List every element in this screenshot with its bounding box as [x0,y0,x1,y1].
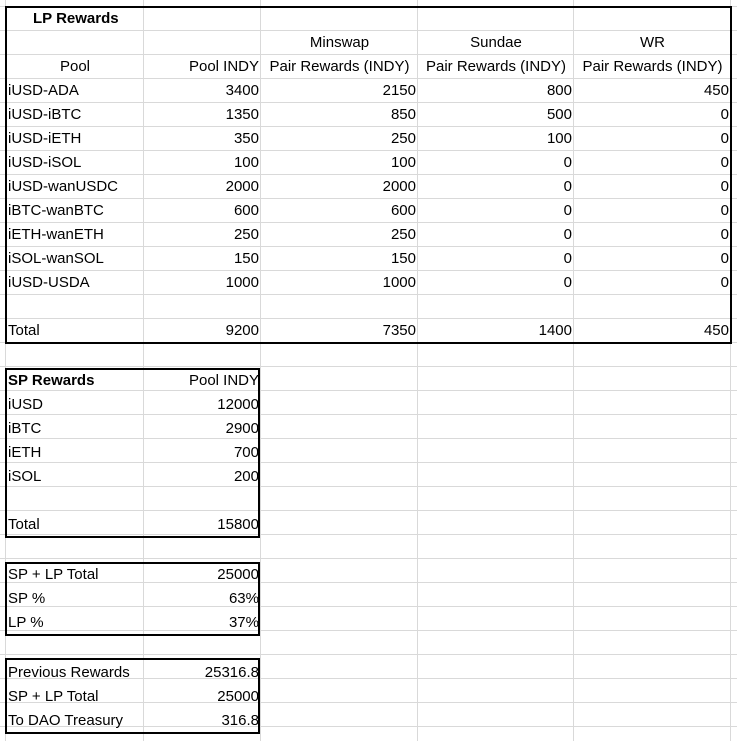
lp-pool-name-cell[interactable]: iBTC-wanBTC [8,202,104,219]
treasury-label-cell[interactable]: SP + LP Total [8,688,99,705]
grid-row-line [0,558,737,559]
lp-minswap-rewards-cell[interactable]: 600 [390,202,416,219]
lp-rewards-title[interactable]: LP Rewards [33,10,119,27]
treasury-value-cell[interactable]: 25000 [217,688,259,705]
lp-pool-name-cell[interactable]: iUSD-iETH [8,130,82,147]
wr-header[interactable]: WR [640,34,665,51]
sundae-header[interactable]: Sundae [470,34,522,51]
pool-indy-header[interactable]: Pool INDY [188,58,259,75]
lp-total-wr[interactable]: 450 [703,322,729,339]
lp-total-minswap[interactable]: 7350 [382,322,416,339]
treasury-value-cell[interactable]: 316.8 [221,712,259,729]
lp-sundae-rewards-cell[interactable]: 0 [563,154,572,171]
treasury-label-cell[interactable]: Previous Rewards [8,664,130,681]
lp-pool-name-cell[interactable]: iUSD-iBTC [8,106,82,123]
lp-wr-rewards-cell[interactable]: 0 [720,106,729,123]
sp-asset-cell[interactable]: iBTC [8,420,42,437]
sp-pool-indy-header[interactable]: Pool INDY [188,372,259,389]
lp-pool-name-cell[interactable]: iUSD-ADA [8,82,79,99]
split-value-cell[interactable]: 37% [228,614,259,631]
lp-total-label[interactable]: Total [8,322,40,339]
grid-row-line [0,654,737,655]
pool-header[interactable]: Pool [59,58,91,75]
lp-sundae-rewards-cell[interactable]: 500 [546,106,572,123]
grid-row-line [0,510,737,511]
sp-asset-cell[interactable]: iETH [8,444,42,461]
lp-minswap-rewards-cell[interactable]: 250 [390,226,416,243]
lp-pool-name-cell[interactable]: iUSD-iSOL [8,154,82,171]
lp-pool-indy-cell[interactable]: 3400 [225,82,259,99]
lp-pool-indy-cell[interactable]: 1000 [225,274,259,291]
lp-minswap-rewards-cell[interactable]: 250 [390,130,416,147]
sp-total-value[interactable]: 15800 [217,516,259,533]
lp-minswap-rewards-cell[interactable]: 2000 [382,178,416,195]
sp-asset-cell[interactable]: iSOL [8,468,42,485]
lp-wr-rewards-cell[interactable]: 0 [720,274,729,291]
lp-wr-rewards-cell[interactable]: 0 [720,202,729,219]
lp-minswap-rewards-cell[interactable]: 150 [390,250,416,267]
lp-pool-indy-cell[interactable]: 2000 [225,178,259,195]
lp-sundae-rewards-cell[interactable]: 0 [563,250,572,267]
grid-row-line [0,366,737,367]
lp-sundae-rewards-cell[interactable]: 800 [546,82,572,99]
sp-total-label[interactable]: Total [8,516,40,533]
lp-sundae-rewards-cell[interactable]: 0 [563,274,572,291]
lp-pool-indy-cell[interactable]: 350 [233,130,259,147]
lp-wr-rewards-cell[interactable]: 0 [720,226,729,243]
split-label-cell[interactable]: LP % [8,614,44,631]
lp-sundae-rewards-cell[interactable]: 0 [563,226,572,243]
lp-wr-rewards-cell[interactable]: 0 [720,130,729,147]
lp-wr-rewards-cell[interactable]: 0 [720,250,729,267]
lp-wr-rewards-cell[interactable]: 0 [720,178,729,195]
sp-rewards-title[interactable]: SP Rewards [8,372,95,389]
lp-sundae-rewards-cell[interactable]: 0 [563,202,572,219]
lp-pool-indy-cell[interactable]: 100 [233,154,259,171]
lp-wr-rewards-cell[interactable]: 450 [703,82,729,99]
lp-sundae-rewards-cell[interactable]: 0 [563,178,572,195]
minswap-header[interactable]: Minswap [309,34,370,51]
lp-pool-name-cell[interactable]: iETH-wanETH [8,226,104,243]
lp-minswap-rewards-cell[interactable]: 2150 [382,82,416,99]
sp-pool-indy-cell[interactable]: 700 [233,444,259,461]
lp-sundae-rewards-cell[interactable]: 100 [546,130,572,147]
split-value-cell[interactable]: 63% [228,590,259,607]
sp-asset-cell[interactable]: iUSD [8,396,44,413]
wr-pair-rewards-header[interactable]: Pair Rewards (INDY) [582,58,723,75]
lp-pool-indy-cell[interactable]: 600 [233,202,259,219]
lp-total-sundae[interactable]: 1400 [538,322,572,339]
treasury-label-cell[interactable]: To DAO Treasury [8,712,124,729]
lp-pool-indy-cell[interactable]: 150 [233,250,259,267]
sp-pool-indy-cell[interactable]: 12000 [217,396,259,413]
lp-minswap-rewards-cell[interactable]: 1000 [382,274,416,291]
lp-pool-name-cell[interactable]: iUSD-wanUSDC [8,178,119,195]
lp-minswap-rewards-cell[interactable]: 850 [390,106,416,123]
sp-pool-indy-cell[interactable]: 2900 [225,420,259,437]
lp-wr-rewards-cell[interactable]: 0 [720,154,729,171]
split-label-cell[interactable]: SP % [8,590,46,607]
lp-pool-indy-cell[interactable]: 250 [233,226,259,243]
minswap-pair-rewards-header[interactable]: Pair Rewards (INDY) [269,58,410,75]
split-value-cell[interactable]: 25000 [217,566,259,583]
lp-pool-name-cell[interactable]: iUSD-USDA [8,274,90,291]
split-label-cell[interactable]: SP + LP Total [8,566,99,583]
sp-pool-indy-cell[interactable]: 200 [233,468,259,485]
treasury-value-cell[interactable]: 25316.8 [204,664,259,681]
lp-pool-indy-cell[interactable]: 1350 [225,106,259,123]
lp-total-pool-indy[interactable]: 9200 [225,322,259,339]
lp-minswap-rewards-cell[interactable]: 100 [390,154,416,171]
lp-pool-name-cell[interactable]: iSOL-wanSOL [8,250,104,267]
sundae-pair-rewards-header[interactable]: Pair Rewards (INDY) [425,58,567,75]
